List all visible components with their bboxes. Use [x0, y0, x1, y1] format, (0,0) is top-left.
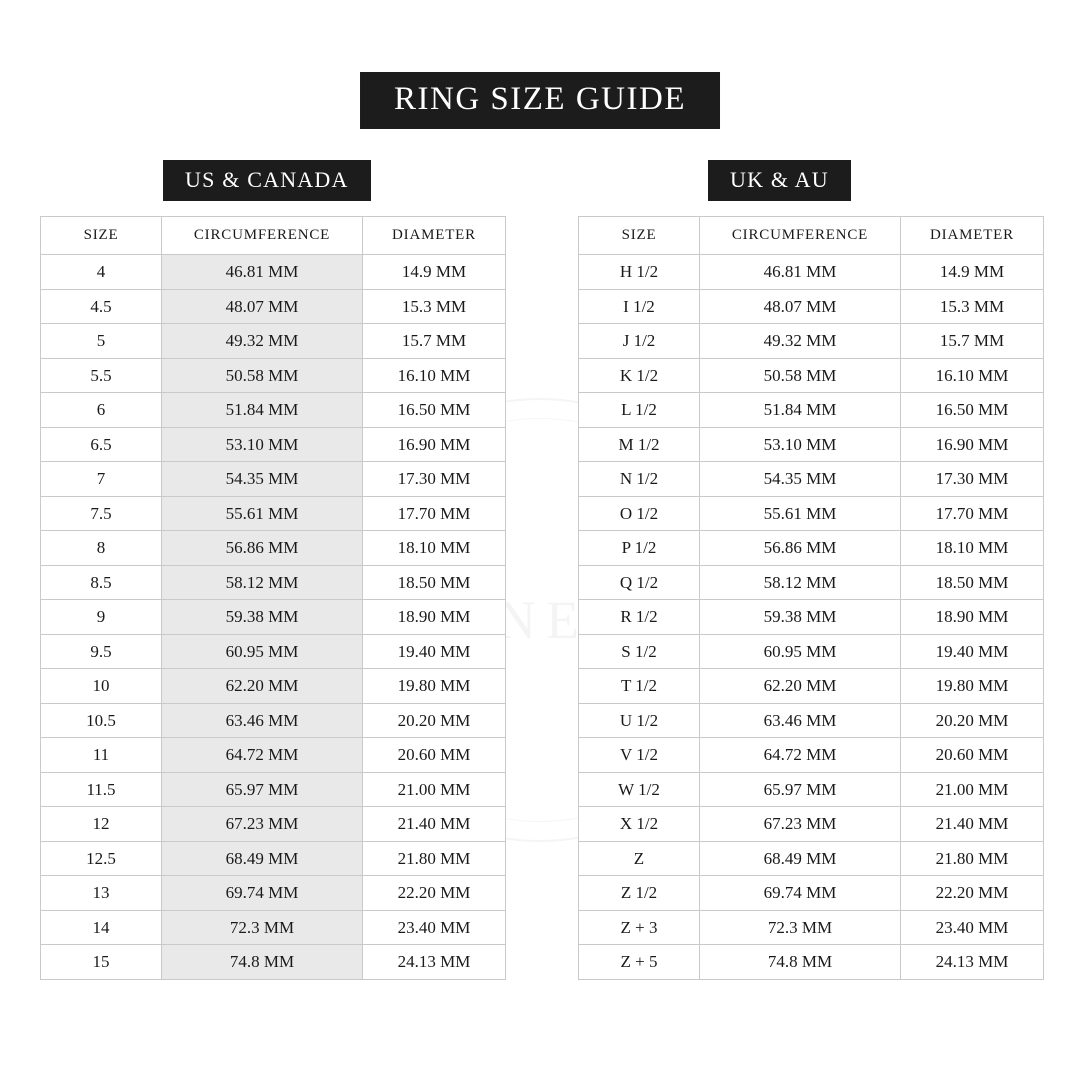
cell-size: L 1/2	[579, 393, 700, 428]
cell-size: 10	[41, 669, 162, 704]
cell-diameter: 19.80 MM	[901, 669, 1044, 704]
table-row	[579, 600, 1044, 635]
cell-diameter: 18.90 MM	[901, 600, 1044, 635]
table-row	[41, 876, 506, 911]
cell-size: V 1/2	[579, 738, 700, 773]
cell-circumference: 54.35 MM	[700, 462, 901, 497]
cell-circumference: 65.97 MM	[162, 772, 363, 807]
table-row	[579, 358, 1044, 393]
table-row	[41, 531, 506, 566]
table-row	[41, 393, 506, 428]
cell-diameter: 21.80 MM	[901, 841, 1044, 876]
section-banner-uk-au: UK & AU	[708, 160, 851, 201]
cell-size: Q 1/2	[579, 565, 700, 600]
cell-diameter: 16.90 MM	[901, 427, 1044, 462]
cell-circumference: 53.10 MM	[162, 427, 363, 462]
cell-diameter: 14.9 MM	[901, 255, 1044, 290]
cell-size: 7.5	[41, 496, 162, 531]
cell-circumference: 69.74 MM	[162, 876, 363, 911]
column-header-diameter: DIAMETER	[901, 217, 1044, 255]
column-header-circumference: CIRCUMFERENCE	[162, 217, 363, 255]
table-row	[579, 807, 1044, 842]
table-row	[41, 703, 506, 738]
cell-circumference: 65.97 MM	[700, 772, 901, 807]
cell-circumference: 48.07 MM	[162, 289, 363, 324]
table-row	[579, 427, 1044, 462]
cell-size: 8	[41, 531, 162, 566]
cell-size: 5	[41, 324, 162, 359]
cell-diameter: 15.3 MM	[901, 289, 1044, 324]
table-us-canada-wrapper	[40, 216, 506, 980]
cell-diameter: 18.10 MM	[363, 531, 506, 566]
table-body-us-canada	[41, 255, 506, 980]
cell-diameter: 20.60 MM	[901, 738, 1044, 773]
table-row	[41, 496, 506, 531]
cell-size: O 1/2	[579, 496, 700, 531]
cell-diameter: 16.10 MM	[901, 358, 1044, 393]
table-row	[41, 324, 506, 359]
table-header-row	[579, 217, 1044, 255]
cell-size: N 1/2	[579, 462, 700, 497]
table-row	[579, 462, 1044, 497]
cell-size: T 1/2	[579, 669, 700, 704]
cell-size: 5.5	[41, 358, 162, 393]
cell-circumference: 64.72 MM	[162, 738, 363, 773]
cell-size: 8.5	[41, 565, 162, 600]
cell-circumference: 58.12 MM	[162, 565, 363, 600]
cell-diameter: 20.20 MM	[363, 703, 506, 738]
table-row	[579, 634, 1044, 669]
table-row	[579, 531, 1044, 566]
table-row	[579, 255, 1044, 290]
table-row	[579, 738, 1044, 773]
cell-circumference: 68.49 MM	[162, 841, 363, 876]
cell-size: X 1/2	[579, 807, 700, 842]
table-row	[41, 772, 506, 807]
cell-size: S 1/2	[579, 634, 700, 669]
cell-size: J 1/2	[579, 324, 700, 359]
cell-size: K 1/2	[579, 358, 700, 393]
table-header-us-canada	[41, 217, 506, 255]
cell-circumference: 67.23 MM	[162, 807, 363, 842]
cell-size: 11	[41, 738, 162, 773]
cell-size: R 1/2	[579, 600, 700, 635]
table-row	[41, 841, 506, 876]
cell-circumference: 46.81 MM	[162, 255, 363, 290]
table-row	[41, 462, 506, 497]
table-row	[41, 600, 506, 635]
cell-diameter: 21.40 MM	[363, 807, 506, 842]
table-row	[41, 669, 506, 704]
cell-circumference: 72.3 MM	[700, 910, 901, 945]
cell-circumference: 63.46 MM	[162, 703, 363, 738]
cell-circumference: 62.20 MM	[162, 669, 363, 704]
cell-diameter: 19.40 MM	[363, 634, 506, 669]
cell-diameter: 15.7 MM	[363, 324, 506, 359]
cell-circumference: 54.35 MM	[162, 462, 363, 497]
cell-circumference: 68.49 MM	[700, 841, 901, 876]
cell-diameter: 24.13 MM	[363, 945, 506, 980]
cell-circumference: 55.61 MM	[700, 496, 901, 531]
cell-size: 12.5	[41, 841, 162, 876]
table-row	[41, 910, 506, 945]
cell-diameter: 19.80 MM	[363, 669, 506, 704]
cell-circumference: 69.74 MM	[700, 876, 901, 911]
table-row	[41, 255, 506, 290]
cell-circumference: 50.58 MM	[700, 358, 901, 393]
cell-circumference: 60.95 MM	[162, 634, 363, 669]
page-title: RING SIZE GUIDE	[360, 72, 720, 129]
table-row	[579, 565, 1044, 600]
cell-size: 14	[41, 910, 162, 945]
cell-size: 4	[41, 255, 162, 290]
cell-circumference: 59.38 MM	[162, 600, 363, 635]
cell-diameter: 21.80 MM	[363, 841, 506, 876]
cell-size: Z	[579, 841, 700, 876]
table-row	[41, 358, 506, 393]
cell-diameter: 21.00 MM	[363, 772, 506, 807]
table-uk-au	[578, 216, 1044, 980]
cell-size: M 1/2	[579, 427, 700, 462]
cell-size: 15	[41, 945, 162, 980]
cell-size: H 1/2	[579, 255, 700, 290]
cell-diameter: 17.30 MM	[901, 462, 1044, 497]
cell-diameter: 21.00 MM	[901, 772, 1044, 807]
cell-circumference: 46.81 MM	[700, 255, 901, 290]
column-header-diameter: DIAMETER	[363, 217, 506, 255]
table-row	[579, 324, 1044, 359]
cell-diameter: 22.20 MM	[363, 876, 506, 911]
cell-diameter: 18.10 MM	[901, 531, 1044, 566]
table-us-canada	[40, 216, 506, 980]
cell-diameter: 15.3 MM	[363, 289, 506, 324]
cell-circumference: 72.3 MM	[162, 910, 363, 945]
cell-size: 9.5	[41, 634, 162, 669]
cell-diameter: 19.40 MM	[901, 634, 1044, 669]
cell-diameter: 21.40 MM	[901, 807, 1044, 842]
table-row	[579, 289, 1044, 324]
cell-circumference: 60.95 MM	[700, 634, 901, 669]
cell-size: 12	[41, 807, 162, 842]
cell-size: P 1/2	[579, 531, 700, 566]
cell-circumference: 53.10 MM	[700, 427, 901, 462]
cell-circumference: 56.86 MM	[700, 531, 901, 566]
cell-circumference: 50.58 MM	[162, 358, 363, 393]
column-header-circumference: CIRCUMFERENCE	[700, 217, 901, 255]
cell-diameter: 18.50 MM	[363, 565, 506, 600]
cell-diameter: 17.30 MM	[363, 462, 506, 497]
column-header-size: SIZE	[579, 217, 700, 255]
table-row	[41, 634, 506, 669]
table-uk-au-wrapper	[578, 216, 1044, 980]
table-header-row	[41, 217, 506, 255]
cell-diameter: 20.20 MM	[901, 703, 1044, 738]
cell-diameter: 14.9 MM	[363, 255, 506, 290]
cell-diameter: 16.90 MM	[363, 427, 506, 462]
table-body-uk-au	[579, 255, 1044, 980]
table-row	[579, 669, 1044, 704]
cell-size: 6	[41, 393, 162, 428]
cell-circumference: 64.72 MM	[700, 738, 901, 773]
cell-circumference: 56.86 MM	[162, 531, 363, 566]
cell-size: 7	[41, 462, 162, 497]
table-row	[41, 945, 506, 980]
table-row	[579, 841, 1044, 876]
section-banner-us-canada: US & CANADA	[163, 160, 371, 201]
cell-size: 13	[41, 876, 162, 911]
table-header-uk-au	[579, 217, 1044, 255]
cell-diameter: 20.60 MM	[363, 738, 506, 773]
cell-diameter: 15.7 MM	[901, 324, 1044, 359]
cell-diameter: 16.50 MM	[363, 393, 506, 428]
cell-size: I 1/2	[579, 289, 700, 324]
cell-diameter: 16.50 MM	[901, 393, 1044, 428]
cell-circumference: 49.32 MM	[700, 324, 901, 359]
cell-diameter: 23.40 MM	[901, 910, 1044, 945]
cell-size: 10.5	[41, 703, 162, 738]
cell-diameter: 23.40 MM	[363, 910, 506, 945]
table-row	[41, 427, 506, 462]
cell-circumference: 51.84 MM	[700, 393, 901, 428]
cell-diameter: 17.70 MM	[901, 496, 1044, 531]
cell-circumference: 74.8 MM	[162, 945, 363, 980]
table-row	[41, 738, 506, 773]
table-row	[579, 910, 1044, 945]
cell-circumference: 67.23 MM	[700, 807, 901, 842]
cell-size: 9	[41, 600, 162, 635]
cell-diameter: 17.70 MM	[363, 496, 506, 531]
cell-size: Z + 5	[579, 945, 700, 980]
cell-circumference: 62.20 MM	[700, 669, 901, 704]
table-row	[41, 565, 506, 600]
cell-size: U 1/2	[579, 703, 700, 738]
cell-circumference: 51.84 MM	[162, 393, 363, 428]
cell-diameter: 16.10 MM	[363, 358, 506, 393]
table-row	[579, 496, 1044, 531]
cell-size: Z + 3	[579, 910, 700, 945]
cell-size: 6.5	[41, 427, 162, 462]
table-row	[579, 703, 1044, 738]
cell-circumference: 55.61 MM	[162, 496, 363, 531]
table-row	[579, 393, 1044, 428]
cell-circumference: 48.07 MM	[700, 289, 901, 324]
cell-size: W 1/2	[579, 772, 700, 807]
cell-size: Z 1/2	[579, 876, 700, 911]
table-row	[41, 807, 506, 842]
table-row	[41, 289, 506, 324]
table-row	[579, 876, 1044, 911]
column-header-size: SIZE	[41, 217, 162, 255]
cell-diameter: 18.90 MM	[363, 600, 506, 635]
cell-diameter: 22.20 MM	[901, 876, 1044, 911]
cell-size: 4.5	[41, 289, 162, 324]
table-row	[579, 945, 1044, 980]
cell-diameter: 24.13 MM	[901, 945, 1044, 980]
cell-diameter: 18.50 MM	[901, 565, 1044, 600]
cell-circumference: 58.12 MM	[700, 565, 901, 600]
table-row	[579, 772, 1044, 807]
cell-circumference: 49.32 MM	[162, 324, 363, 359]
cell-circumference: 63.46 MM	[700, 703, 901, 738]
cell-circumference: 59.38 MM	[700, 600, 901, 635]
cell-size: 11.5	[41, 772, 162, 807]
cell-circumference: 74.8 MM	[700, 945, 901, 980]
